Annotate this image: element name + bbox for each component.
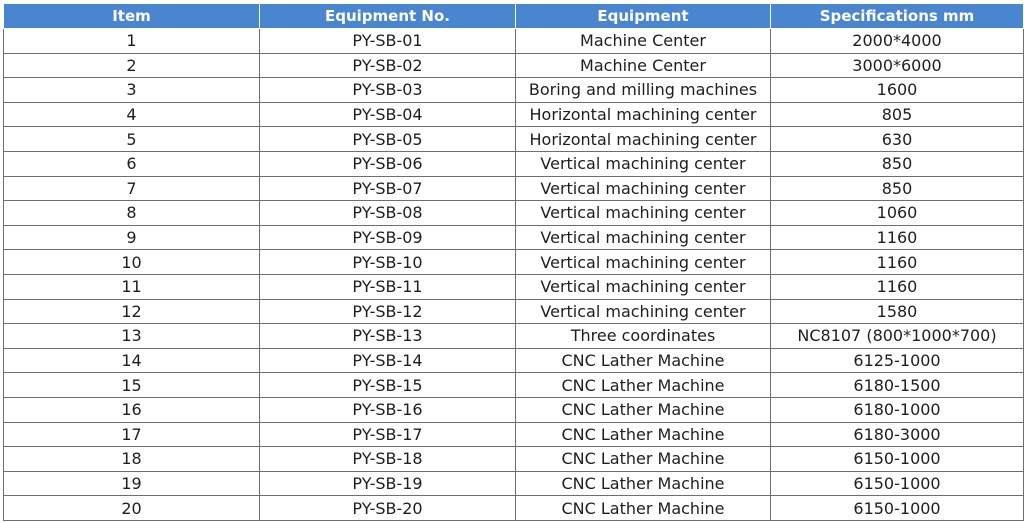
specifications-cell: 6150-1000 [771, 471, 1024, 496]
item-cell: 10 [4, 250, 260, 275]
equipment-cell: Vertical machining center [516, 176, 771, 201]
table-row [4, 151, 1024, 176]
equipment-cell: CNC Lather Machine [516, 496, 771, 521]
equipment-no-cell: PY-SB-19 [260, 471, 516, 496]
table-row [4, 496, 1024, 521]
column-header-equipment: Equipment [516, 4, 771, 29]
specifications-cell: 630 [771, 127, 1024, 152]
equipment-cell: Vertical machining center [516, 299, 771, 324]
specifications-cell: 1060 [771, 201, 1024, 226]
column-header-item: Item [4, 4, 260, 29]
equipment-no-cell: PY-SB-20 [260, 496, 516, 521]
table-row [4, 250, 1024, 275]
equipment-no-cell: PY-SB-14 [260, 348, 516, 373]
specifications-cell: 6180-1500 [771, 373, 1024, 398]
specifications-cell: 6150-1000 [771, 447, 1024, 472]
table-row [4, 422, 1024, 447]
column-header-equipment-no: Equipment No. [260, 4, 516, 29]
table-row [4, 348, 1024, 373]
equipment-cell: CNC Lather Machine [516, 397, 771, 422]
item-cell: 17 [4, 422, 260, 447]
equipment-cell: Horizontal machining center [516, 102, 771, 127]
table-row [4, 373, 1024, 398]
equipment-cell: Vertical machining center [516, 225, 771, 250]
item-cell: 18 [4, 447, 260, 472]
item-cell: 9 [4, 225, 260, 250]
specifications-cell: 1160 [771, 225, 1024, 250]
equipment-cell: CNC Lather Machine [516, 471, 771, 496]
equipment-cell: Vertical machining center [516, 274, 771, 299]
specifications-cell: 6150-1000 [771, 496, 1024, 521]
specifications-cell: 2000*4000 [771, 29, 1024, 54]
item-cell: 13 [4, 324, 260, 349]
table-header [4, 4, 1024, 29]
item-cell: 11 [4, 274, 260, 299]
header-row [4, 4, 1024, 29]
item-cell: 8 [4, 201, 260, 226]
item-cell: 5 [4, 127, 260, 152]
table-row [4, 225, 1024, 250]
item-cell: 1 [4, 29, 260, 54]
equipment-cell: Machine Center [516, 53, 771, 78]
table-row [4, 201, 1024, 226]
equipment-table-container [3, 3, 1023, 521]
equipment-no-cell: PY-SB-11 [260, 274, 516, 299]
specifications-cell: 1160 [771, 250, 1024, 275]
table-row [4, 397, 1024, 422]
table-row [4, 102, 1024, 127]
equipment-cell: CNC Lather Machine [516, 373, 771, 398]
table-row [4, 127, 1024, 152]
item-cell: 19 [4, 471, 260, 496]
specifications-cell: 3000*6000 [771, 53, 1024, 78]
item-cell: 20 [4, 496, 260, 521]
table-row [4, 471, 1024, 496]
equipment-cell: Horizontal machining center [516, 127, 771, 152]
table-row [4, 78, 1024, 103]
table-row [4, 176, 1024, 201]
specifications-cell: 850 [771, 176, 1024, 201]
equipment-no-cell: PY-SB-17 [260, 422, 516, 447]
specifications-cell: 850 [771, 151, 1024, 176]
table-row [4, 447, 1024, 472]
equipment-cell: Vertical machining center [516, 151, 771, 176]
specifications-cell: 6125-1000 [771, 348, 1024, 373]
table-row [4, 274, 1024, 299]
specifications-cell: 1600 [771, 78, 1024, 103]
equipment-no-cell: PY-SB-04 [260, 102, 516, 127]
item-cell: 7 [4, 176, 260, 201]
equipment-cell: Three coordinates [516, 324, 771, 349]
equipment-no-cell: PY-SB-07 [260, 176, 516, 201]
specifications-cell: 6180-3000 [771, 422, 1024, 447]
equipment-no-cell: PY-SB-03 [260, 78, 516, 103]
column-header-specifications: Specifications mm [771, 4, 1024, 29]
equipment-no-cell: PY-SB-05 [260, 127, 516, 152]
equipment-no-cell: PY-SB-15 [260, 373, 516, 398]
table-row [4, 324, 1024, 349]
equipment-table [3, 3, 1024, 521]
equipment-no-cell: PY-SB-10 [260, 250, 516, 275]
item-cell: 2 [4, 53, 260, 78]
table-row [4, 299, 1024, 324]
specifications-cell: 6180-1000 [771, 397, 1024, 422]
specifications-cell: 805 [771, 102, 1024, 127]
equipment-cell: CNC Lather Machine [516, 422, 771, 447]
specifications-cell: 1580 [771, 299, 1024, 324]
table-row [4, 53, 1024, 78]
equipment-cell: Vertical machining center [516, 201, 771, 226]
equipment-no-cell: PY-SB-12 [260, 299, 516, 324]
equipment-no-cell: PY-SB-01 [260, 29, 516, 54]
equipment-cell: Boring and milling machines [516, 78, 771, 103]
table-body [4, 29, 1024, 521]
equipment-no-cell: PY-SB-06 [260, 151, 516, 176]
equipment-cell: Vertical machining center [516, 250, 771, 275]
item-cell: 16 [4, 397, 260, 422]
specifications-cell: 1160 [771, 274, 1024, 299]
item-cell: 15 [4, 373, 260, 398]
equipment-no-cell: PY-SB-08 [260, 201, 516, 226]
item-cell: 6 [4, 151, 260, 176]
equipment-cell: CNC Lather Machine [516, 447, 771, 472]
equipment-no-cell: PY-SB-13 [260, 324, 516, 349]
table-row [4, 29, 1024, 54]
item-cell: 3 [4, 78, 260, 103]
item-cell: 14 [4, 348, 260, 373]
equipment-no-cell: PY-SB-02 [260, 53, 516, 78]
item-cell: 12 [4, 299, 260, 324]
equipment-no-cell: PY-SB-09 [260, 225, 516, 250]
specifications-cell: NC8107 (800*1000*700) [771, 324, 1024, 349]
equipment-no-cell: PY-SB-18 [260, 447, 516, 472]
equipment-cell: CNC Lather Machine [516, 348, 771, 373]
item-cell: 4 [4, 102, 260, 127]
equipment-no-cell: PY-SB-16 [260, 397, 516, 422]
equipment-cell: Machine Center [516, 29, 771, 54]
